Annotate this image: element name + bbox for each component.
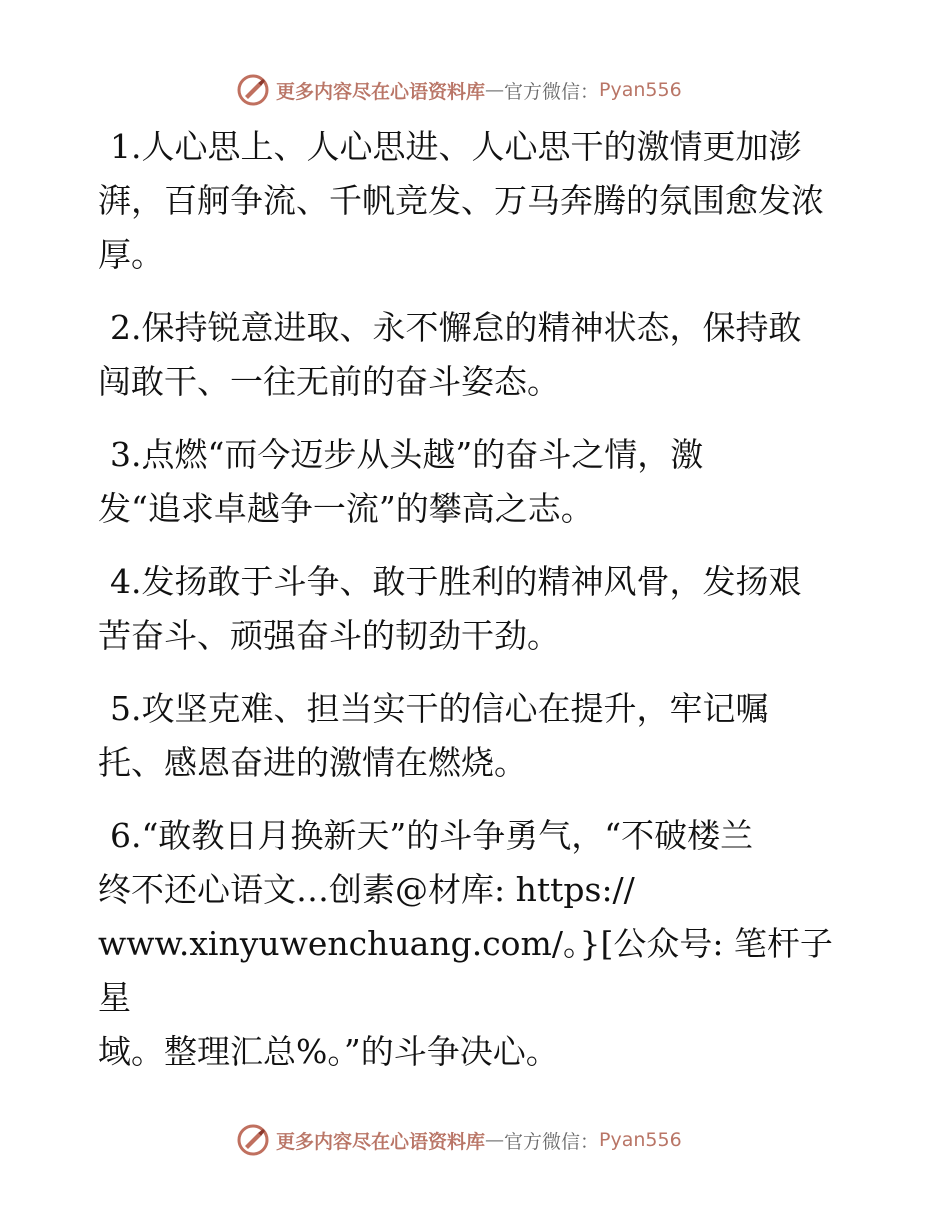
paragraph-6-rest: 终不还心语文…创素@材库: https:// www.xinyuwenchuang.com/。}[公众号: 笔杆子星 域。整理汇总%。”的斗争决心。	[98, 870, 833, 1071]
banner-brand-text: 更多内容尽在心语资料库	[276, 80, 486, 103]
header-banner	[236, 72, 682, 108]
paragraph-2-rest: 闯敢干、一往无前的奋斗姿态。	[98, 362, 560, 401]
paragraph-6	[98, 809, 858, 1079]
paragraph-3-rest: 发“追求卓越争一流”的攀高之志。	[98, 489, 594, 528]
paragraph-1-first-line: 1.人心思上、人心思进、人心思干的激情更加澎	[110, 127, 802, 166]
paragraph-3-first-line: 3.点燃“而今迈步从头越”的奋斗之情，激	[110, 435, 704, 474]
banner-wechat-id: Pyan556	[599, 1129, 682, 1151]
banner-wechat-label: 官方微信：	[504, 1130, 600, 1153]
paragraph-5	[98, 682, 858, 790]
banner-wechat-id: Pyan556	[599, 79, 682, 101]
footer-banner	[236, 1122, 682, 1158]
brand-logo-icon	[236, 73, 270, 107]
paragraph-3	[98, 428, 858, 536]
paragraph-2	[98, 301, 858, 409]
paragraph-2-first-line: 2.保持锐意进取、永不懈怠的精神状态，保持敢	[110, 308, 802, 347]
paragraph-5-rest: 托、感恩奋进的激情在燃烧。	[98, 743, 527, 782]
paragraph-6-first-line: 6.“敢教日月换新天”的斗争勇气，“不破楼兰	[110, 816, 754, 855]
paragraph-1	[98, 120, 858, 282]
paragraph-4	[98, 555, 858, 663]
paragraph-4-rest: 苦奋斗、顽强奋斗的韧劲干劲。	[98, 616, 560, 655]
banner-separator: —	[485, 1129, 505, 1151]
brand-logo-icon	[236, 1123, 270, 1157]
banner-wechat-label: 官方微信：	[504, 80, 600, 103]
document-body	[98, 120, 858, 1098]
paragraph-4-first-line: 4.发扬敢于斗争、敢于胜利的精神风骨，发扬艰	[110, 562, 802, 601]
banner-brand-text: 更多内容尽在心语资料库	[276, 1130, 486, 1153]
paragraph-1-rest: 湃，百舸争流、千帆竞发、万马奔腾的氛围愈发浓 厚。	[98, 181, 824, 274]
paragraph-5-first-line: 5.攻坚克难、担当实干的信心在提升，牢记嘱	[110, 689, 769, 728]
banner-separator: —	[485, 79, 505, 101]
